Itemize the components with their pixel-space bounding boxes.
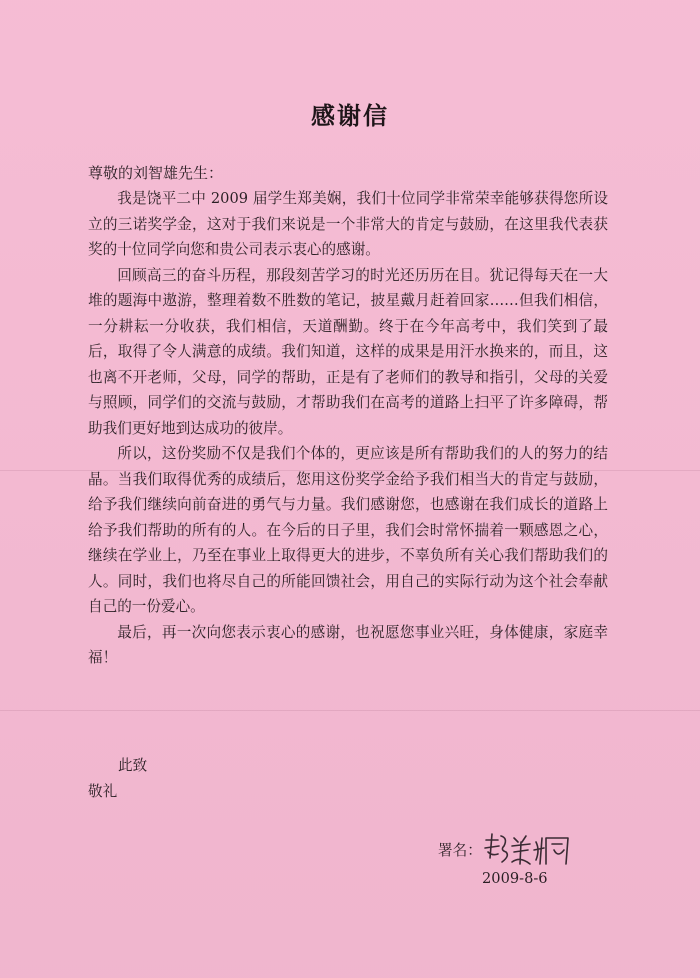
letter-date: 2009-8-6 [482, 870, 548, 887]
letter-paragraph: 最后，再一次向您表示衷心的感谢，也祝愿您事业兴旺，身体健康，家庭幸福！ [88, 623, 608, 666]
letter-salutation: 尊敬的刘智雄先生： [88, 164, 224, 182]
paper-fold-line [0, 710, 700, 711]
closing-salutation-1: 此致 [118, 757, 148, 774]
handwritten-signature [482, 828, 572, 868]
letter-paragraph: 我是饶平二中 2009 届学生郑美娴，我们十位同学非常荣幸能够获得您所设立的三诺奖学金，这对于我们来说是一个非常大的肯定与鼓励，在这里我代表获奖的十位同学向您和贵公司表示衷心的感谢。 [88, 190, 608, 258]
closing-salutation-2: 敬礼 [88, 783, 118, 800]
letter-paragraph: 所以，这份奖励不仅是我们个体的，更应该是所有帮助我们的人的努力的结晶。当我们取得优秀的成绩后，您用这份奖学金给予我们相当大的肯定与鼓励，给予我们继续向前奋进的勇气与力量。我们感谢您，也感谢在我们成长的道路上给予我们帮助的所有的人。在今后的日子里，我们会时常怀揣着一颗感恩之心，继续在学业上，乃至在事业上取得更大的进步，不辜负所有关心我们帮助我们的人。同时，我们也将尽自己的所能回馈社会，用自己的实际行动为这个社会奉献自己的一份爱心。 [88, 445, 608, 615]
letter-body [88, 186, 608, 671]
letter-paragraph: 回顾高三的奋斗历程，那段刻苦学习的时光还历历在目。犹记得每天在一大堆的题海中遨游，整理着数不胜数的笔记，披星戴月赶着回家……但我们相信，一分耕耘一分收获，我们相信，天道酬勤。终于在今年高考中，我们笑到了最后，取得了令人满意的成绩。我们知道，这样的成果是用汗水换来的，而且，这也离不开老师，父母，同学的帮助，正是有了老师们的教导和指引，父母的关爱与照顾，同学们的交流与鼓励，才帮助我们在高考的道路上扫平了许多障碍，帮助我们更好地到达成功的彼岸。 [88, 266, 608, 437]
signature-label: 署名： [438, 842, 482, 859]
letter-title: 感谢信 [311, 102, 389, 130]
